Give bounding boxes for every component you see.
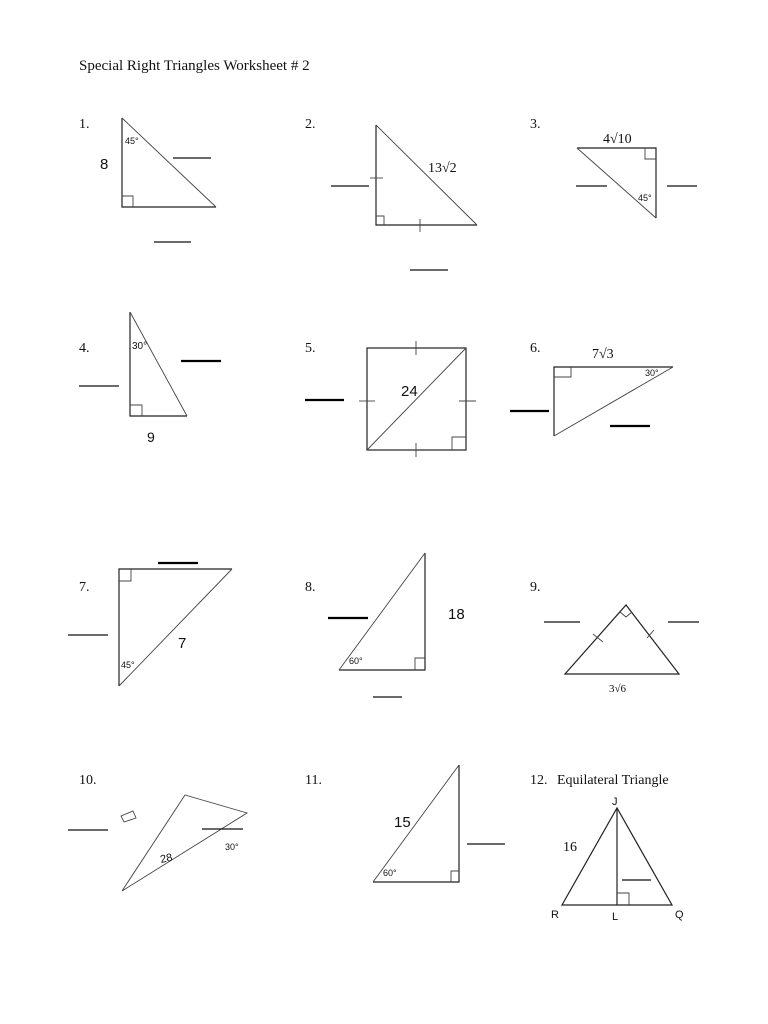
problem-7-figure [68,563,232,686]
problem-8-figure [328,553,465,697]
problem-number-6: 6. [530,341,541,356]
p5-diag-label: 24 [401,383,418,400]
p2-hypotenuse [376,125,477,225]
p1-side-label: 8 [100,156,109,173]
p10-side-label: 28 [159,851,174,866]
problem-10-figure [68,795,247,891]
p5-right-angle-mark [452,437,466,450]
p7-hypotenuse [119,569,232,686]
p4-hypotenuse [130,312,187,416]
problem-6-figure [510,347,673,436]
problem-number-12: 12. [530,773,548,788]
problem-number-2: 2. [305,117,316,132]
p12-side-label: 16 [563,840,577,855]
problem-number-3: 3. [530,117,541,132]
p1-angle-label: 45° [125,136,139,146]
problem-number-8: 8. [305,580,316,595]
p4-angle-label: 30° [132,341,148,352]
problem-number-5: 5. [305,341,316,356]
problem-1-figure [100,118,216,242]
problem-number-7: 7. [79,580,90,595]
p7-angle-label: 45° [121,660,135,670]
p1-hypotenuse [122,118,216,207]
problem-number-11: 11. [305,773,322,788]
p1-right-angle-mark [122,196,133,207]
problem-11-figure [373,765,505,882]
p7-right-angle-mark [119,569,131,581]
problem-12-figure [551,796,684,923]
p10-angle-label: 30° [225,842,239,852]
p11-hyp-label: 15 [394,814,411,831]
p6-angle-label: 30° [645,368,659,378]
p12-vertex-j: J [612,796,618,808]
p12-vertex-r: R [551,909,559,921]
p9-base-label: 3√6 [609,683,627,695]
p3-angle-label: 45° [638,193,652,203]
problem-9-figure [544,605,699,695]
p2-right-angle-mark [376,216,384,225]
p12-point-l: L [612,911,619,923]
p4-base-label: 9 [147,429,155,445]
p8-right-angle-mark [415,658,425,670]
p3-hypotenuse [577,148,656,218]
p6-right-angle-mark [554,367,571,377]
p10-right-angle-mark [121,811,136,822]
p9-right-angle-mark [620,612,632,617]
p6-top-label: 7√3 [592,347,614,362]
p12-right-angle-mark [617,893,629,905]
problem-number-4: 4. [79,341,90,356]
problem-2-figure [331,125,477,270]
p8-hypotenuse [339,553,425,670]
p9-triangle [565,605,679,674]
p12-vertex-q: Q [675,909,684,921]
problem-3-figure [576,132,697,218]
p11-right-angle-mark [451,871,459,882]
worksheet-title: Special Right Triangles Worksheet # 2 [79,58,310,74]
problem-5-figure [305,341,476,457]
problem-number-1: 1. [79,117,90,132]
p7-hyp-label: 7 [178,635,187,652]
p3-top-label: 4√10 [603,132,632,147]
p3-right-angle-mark [645,148,656,159]
p11-angle-label: 60° [383,868,397,878]
problem-4-figure [79,312,221,445]
p2-hyp-label: 13√2 [428,161,457,176]
p8-side-label: 18 [448,606,465,623]
problem-12-label: Equilateral Triangle [557,773,669,788]
p8-angle-label: 60° [349,656,363,666]
problem-number-10: 10. [79,773,97,788]
problem-number-9: 9. [530,580,541,595]
p11-hypotenuse [373,765,459,882]
p4-right-angle-mark [130,405,142,416]
